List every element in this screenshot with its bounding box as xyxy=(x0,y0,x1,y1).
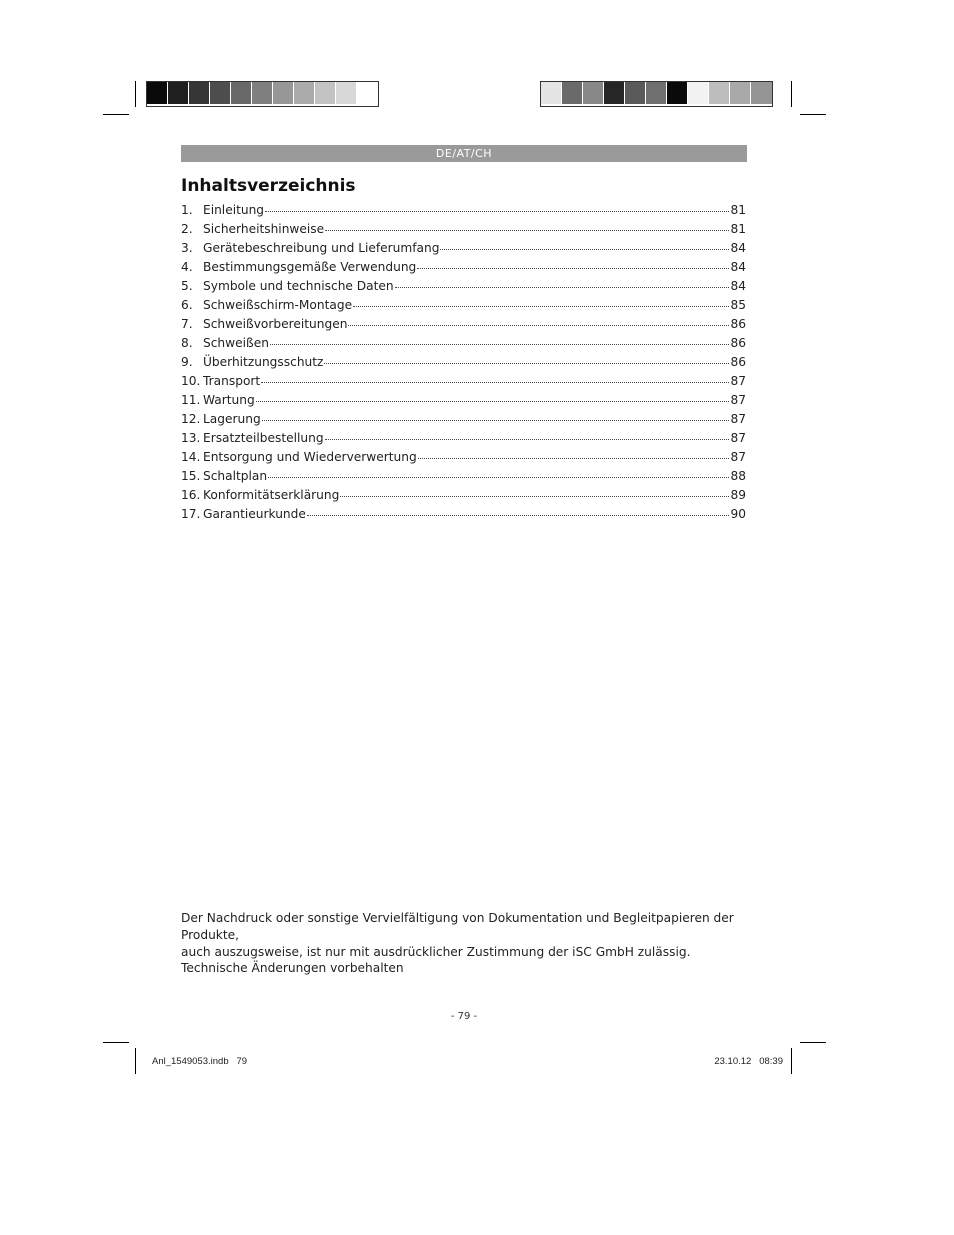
crop-mark xyxy=(103,1042,129,1043)
toc-entry[interactable] xyxy=(181,260,746,279)
color-swatch xyxy=(562,82,583,104)
toc-leader-dots xyxy=(270,343,730,345)
region-label: DE/AT/CH xyxy=(435,147,493,160)
toc-number: 2. xyxy=(181,222,193,236)
toc-number: 9. xyxy=(181,355,193,369)
toc-entry[interactable] xyxy=(181,393,746,412)
color-swatch xyxy=(604,82,625,104)
notice-line: auch auszugsweise, ist nur mit ausdrücklicher Zustimmung der iSC GmbH zulässig. xyxy=(181,945,691,959)
toc-leader-dots xyxy=(325,438,730,440)
toc-page-number: 86 xyxy=(730,317,746,331)
color-swatch xyxy=(730,82,751,104)
toc-label: Symbole und technische Daten xyxy=(203,279,394,293)
toc-label: Entsorgung und Wiederverwertung xyxy=(203,450,417,464)
toc-label: Bestimmungsgemäße Verwendung xyxy=(203,260,417,274)
color-swatch xyxy=(189,82,210,104)
color-bar-right xyxy=(540,81,773,107)
toc-entry[interactable] xyxy=(181,222,746,241)
color-swatch xyxy=(273,82,294,104)
color-swatch xyxy=(294,82,315,104)
toc-leader-dots xyxy=(395,286,730,288)
slug-file: Anl_1549053.indb 79 xyxy=(152,1056,248,1067)
toc-entry[interactable] xyxy=(181,469,746,488)
toc-number: 1. xyxy=(181,203,193,217)
toc-entry[interactable] xyxy=(181,203,746,222)
toc-label: Schaltplan xyxy=(203,469,268,483)
region-header xyxy=(181,145,747,162)
toc-leader-dots xyxy=(262,419,730,421)
page-number: - 79 - xyxy=(450,1011,478,1022)
toc-leader-dots xyxy=(268,476,729,478)
toc-leader-dots xyxy=(325,229,729,231)
toc-entry[interactable] xyxy=(181,336,746,355)
slug-datetime: 23.10.12 08:39 xyxy=(714,1056,783,1067)
color-swatch xyxy=(168,82,189,104)
toc-number: 15. xyxy=(181,469,201,483)
toc-page-number: 84 xyxy=(730,241,746,255)
toc-entry[interactable] xyxy=(181,241,746,260)
toc-page-number: 84 xyxy=(730,279,746,293)
toc-page-number: 87 xyxy=(730,450,746,464)
crop-mark xyxy=(800,114,826,115)
crop-mark xyxy=(135,81,136,107)
toc-label: Ersatzteilbestellung xyxy=(203,431,324,445)
color-swatch xyxy=(667,82,688,104)
toc-number: 17. xyxy=(181,507,201,521)
toc-entry[interactable] xyxy=(181,317,746,336)
toc-leader-dots xyxy=(440,248,729,250)
toc-number: 7. xyxy=(181,317,193,331)
toc-leader-dots xyxy=(417,267,729,269)
color-swatch xyxy=(688,82,709,104)
crop-mark xyxy=(135,1048,136,1074)
color-swatch xyxy=(147,82,168,104)
toc-page-number: 87 xyxy=(730,374,746,388)
color-swatch xyxy=(315,82,336,104)
toc-label: Sicherheitshinweise xyxy=(203,222,325,236)
copyright-notice xyxy=(181,910,746,961)
toc-leader-dots xyxy=(324,362,729,364)
color-swatch xyxy=(231,82,252,104)
toc-page-number: 90 xyxy=(730,507,746,521)
toc-number: 11. xyxy=(181,393,201,407)
color-swatch xyxy=(646,82,667,104)
toc-leader-dots xyxy=(261,381,729,383)
toc-entry[interactable] xyxy=(181,507,746,526)
crop-mark xyxy=(791,81,792,107)
toc-label: Überhitzungsschutz xyxy=(203,355,324,369)
color-bar-left xyxy=(146,81,379,107)
color-swatch xyxy=(357,82,378,104)
toc-leader-dots xyxy=(265,210,729,212)
toc-number: 8. xyxy=(181,336,193,350)
crop-mark xyxy=(800,1042,826,1043)
color-swatch xyxy=(336,82,357,104)
color-swatch xyxy=(541,82,562,104)
toc-page-number: 84 xyxy=(730,260,746,274)
toc-number: 6. xyxy=(181,298,193,312)
toc-leader-dots xyxy=(340,495,729,497)
toc-number: 13. xyxy=(181,431,201,445)
toc-leader-dots xyxy=(418,457,730,459)
changes-note: Technische Änderungen vorbehalten xyxy=(181,961,404,975)
toc-page-number: 81 xyxy=(730,222,746,236)
toc-label: Transport xyxy=(203,374,261,388)
toc-entry[interactable] xyxy=(181,279,746,298)
toc-page-number: 88 xyxy=(730,469,746,483)
toc-page-number: 87 xyxy=(730,412,746,426)
toc-page-number: 86 xyxy=(730,336,746,350)
toc-leader-dots xyxy=(256,400,730,402)
toc-number: 12. xyxy=(181,412,201,426)
toc-number: 3. xyxy=(181,241,193,255)
toc-label: Schweißvorbereitungen xyxy=(203,317,348,331)
notice-line: Der Nachdruck oder sonstige Vervielfältigung von Dokumentation und Begleitpapieren der Produkte, xyxy=(181,911,734,942)
toc-entry[interactable] xyxy=(181,412,746,431)
toc-label: Wartung xyxy=(203,393,255,407)
color-swatch xyxy=(583,82,604,104)
toc-number: 5. xyxy=(181,279,193,293)
toc-number: 4. xyxy=(181,260,193,274)
toc-entry[interactable] xyxy=(181,374,746,393)
toc-entry[interactable] xyxy=(181,488,746,507)
toc-page-number: 81 xyxy=(730,203,746,217)
toc-page-number: 85 xyxy=(730,298,746,312)
toc-label: Garantieurkunde xyxy=(203,507,306,521)
toc-label: Gerätebeschreibung und Lieferumfang xyxy=(203,241,440,255)
crop-mark xyxy=(103,114,129,115)
toc-entry[interactable] xyxy=(181,298,746,317)
color-swatch xyxy=(252,82,273,104)
crop-mark xyxy=(791,1048,792,1074)
toc-number: 10. xyxy=(181,374,201,388)
table-of-contents xyxy=(181,203,746,526)
toc-label: Konformitätserklärung xyxy=(203,488,340,502)
toc-leader-dots xyxy=(353,305,729,307)
toc-entry[interactable] xyxy=(181,450,746,469)
toc-number: 16. xyxy=(181,488,201,502)
toc-label: Einleitung xyxy=(203,203,265,217)
toc-leader-dots xyxy=(307,514,730,516)
toc-label: Schweißen xyxy=(203,336,269,350)
toc-page-number: 87 xyxy=(730,393,746,407)
toc-label: Lagerung xyxy=(203,412,261,426)
toc-page-number: 87 xyxy=(730,431,746,445)
toc-page-number: 89 xyxy=(730,488,746,502)
color-swatch xyxy=(709,82,730,104)
page-title: Inhaltsverzeichnis xyxy=(181,176,356,196)
toc-page-number: 86 xyxy=(730,355,746,369)
toc-entry[interactable] xyxy=(181,431,746,450)
color-swatch xyxy=(210,82,231,104)
toc-label: Schweißschirm-Montage xyxy=(203,298,353,312)
toc-entry[interactable] xyxy=(181,355,746,374)
toc-leader-dots xyxy=(348,324,729,326)
color-swatch xyxy=(625,82,646,104)
color-swatch xyxy=(751,82,772,104)
toc-number: 14. xyxy=(181,450,201,464)
